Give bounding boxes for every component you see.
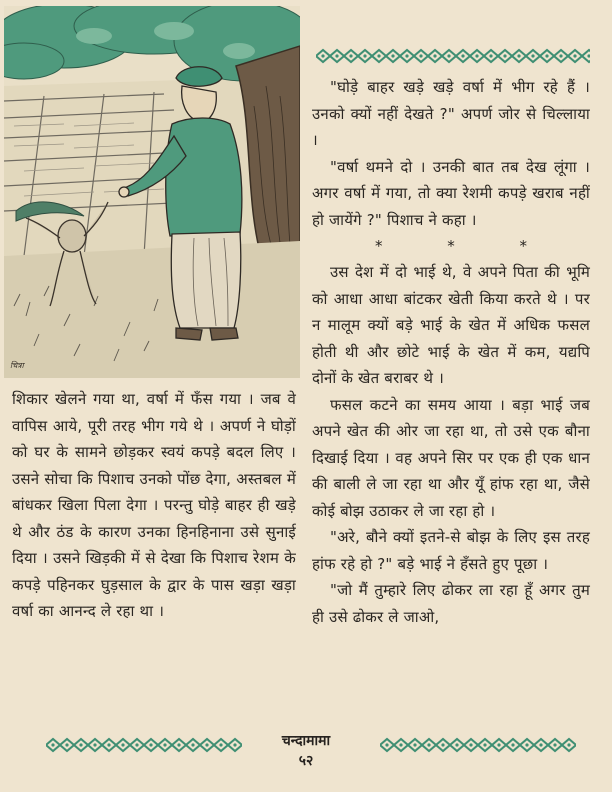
paragraph: "वर्षा थमने दो । उनकी बात तब देख लूंगा । अगर वर्षा में गया, तो क्या रेशमी कपड़े खराब नहीं हो जायेंगे ?" पिशाच ने कहा ।: [312, 157, 590, 229]
magazine-title: चन्दामामा: [281, 733, 331, 749]
ornament-border-bottom-right: [380, 737, 576, 753]
paragraph: उस देश में दो भाई थे, वे अपने पिता की भूमि को आधा आधा बांटकर खेती किया करते थे । पर न मालूम क्यों बड़े भाई के खेत में अधिक फसल होती थी और छोटे भाई के खेत में कम, यद्यपि दोनों के खेत बराबर थे ।: [312, 263, 590, 387]
story-illustration: [4, 6, 300, 378]
illustration-drawing: [4, 6, 300, 378]
page-number: ५२: [298, 753, 314, 769]
paragraph: "जो मैं तुम्हारे लिए ढोकर ला रहा हूँ अगर तुम ही उसे ढोकर ले जाओ,: [312, 581, 590, 626]
ornament-border-bottom-left: [46, 737, 242, 753]
right-text-column: [312, 74, 590, 630]
paragraph: "अरे, बौने क्यों इतने-से बोझ के लिए इस तरह हांफ रहे हो ?" बड़े भाई ने हँसते हुए पूछा ।: [312, 528, 590, 573]
section-separator: * * *: [374, 237, 528, 255]
left-text-column: [12, 386, 296, 625]
ornament-border-top: [316, 48, 590, 64]
paragraph: फसल कटने का समय आया । बड़ा भाई जब अपने खेत की ओर जा रहा था, तो उसे एक बौना दिखाई दिया । वह अपने सिर पर एक ही एक धान की बाली ले जा रहा था और यूँ हांफ रहा था, जैसे कोई बोझ उठाकर ले जा रहा हो ।: [312, 395, 590, 520]
paragraph: शिकार खेलने गया था, वर्षा में फँस गया । जब वे वापिस आये, पूरी तरह भीग गये थे । अपर्ण ने घोड़ों को घर के सामने छोड़कर स्वयं कपड़े बदल लिए । उसने सोचा कि पिशाच उनको पोंछ देगा, अस्तबल में बांधकर खिला पिला देगा । परन्तु घोड़े बाहर ही खड़े थे और ठंड के कारण उनका हिनहिनाना उसे सुनाई दिया । उसने खिड़की में से देखा कि पिशाच रेशम के कपड़े पहिनकर घुड़साल के द्वार के पास खड़ा खड़ा वर्षा का आनन्द ले रहा था ।: [12, 390, 296, 620]
paragraph: "घोड़े बाहर खड़े खड़े वर्षा में भीग रहे हैं । उनको क्यों नहीं देखते ?" अपर्ण जोर से चिल्लाया ।: [312, 78, 590, 149]
illustration-signature: चित्रा: [10, 361, 24, 370]
